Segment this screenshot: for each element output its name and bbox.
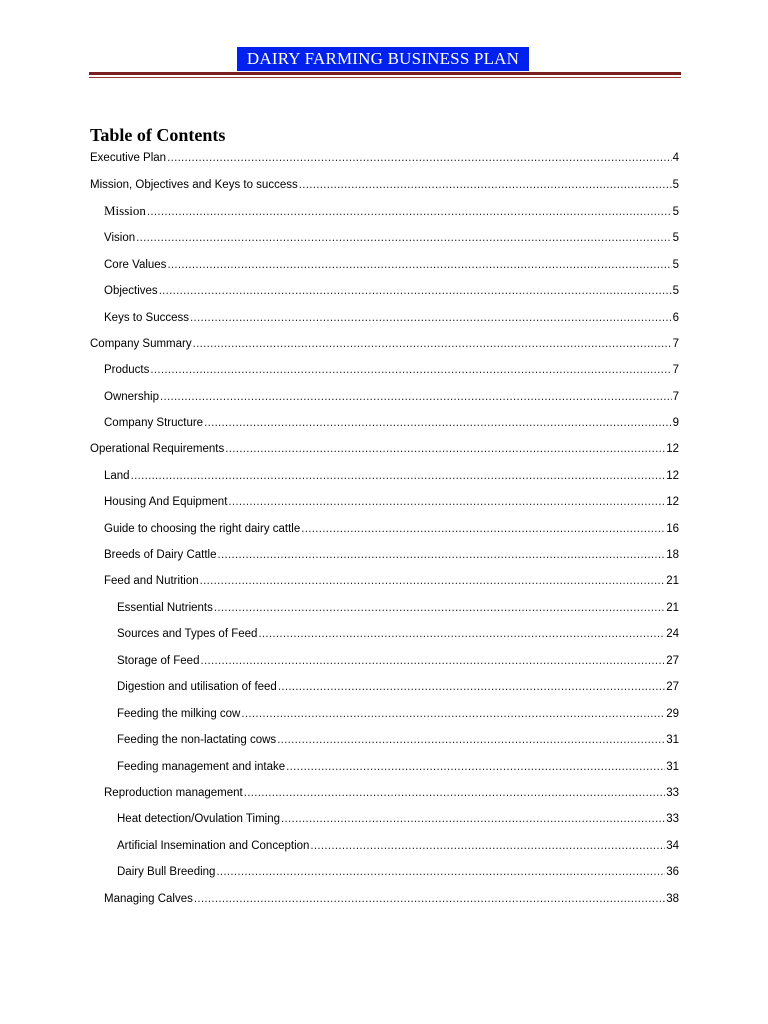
toc-entry[interactable] [117, 838, 679, 854]
toc-page-number: 33 [666, 787, 679, 799]
toc-page-number: 9 [672, 417, 679, 429]
toc-entry[interactable] [104, 415, 679, 431]
toc-entry[interactable] [104, 494, 679, 510]
toc-leader-dots [299, 177, 672, 193]
toc-entry[interactable] [104, 468, 679, 484]
toc-page-number: 7 [672, 391, 679, 403]
toc-entry-label: Ownership [104, 391, 159, 403]
toc-entry[interactable] [104, 891, 679, 907]
toc-entry-label: Artificial Insemination and Conception [117, 840, 310, 852]
toc-entry[interactable] [104, 573, 679, 589]
toc-entry[interactable] [90, 441, 679, 457]
toc-page-number: 5 [672, 285, 679, 297]
toc-leader-dots [278, 679, 665, 695]
toc-entry-label: Objectives [104, 285, 158, 297]
toc-page-number: 33 [666, 813, 679, 825]
toc-entry[interactable] [104, 257, 679, 273]
toc-entry-label: Mission, Objectives and Keys to success [90, 179, 298, 191]
toc-leader-dots [150, 362, 671, 378]
toc-entry[interactable] [117, 759, 679, 775]
toc-entry[interactable] [104, 362, 679, 378]
toc-leader-dots [277, 732, 665, 748]
toc-page-number: 6 [672, 312, 679, 324]
toc-leader-dots [204, 415, 672, 431]
toc-leader-dots [214, 600, 665, 616]
header-divider-thick [89, 72, 681, 75]
toc-leader-dots [218, 547, 666, 563]
toc-entry[interactable] [90, 177, 679, 193]
toc-page-number: 12 [666, 470, 679, 482]
toc-page-number: 5 [672, 259, 679, 271]
toc-entry[interactable] [104, 547, 679, 563]
toc-entry-label: Company Summary [90, 338, 192, 350]
toc-entry-label: Core Values [104, 259, 167, 271]
toc-entry-label: Storage of Feed [117, 655, 200, 667]
toc-entry[interactable] [117, 811, 679, 827]
toc-entry-label: Reproduction management [104, 787, 243, 799]
toc-entry-label: Company Structure [104, 417, 204, 429]
toc-entry-label: Mission [104, 203, 146, 218]
toc-leader-dots [310, 838, 665, 854]
toc-entry[interactable] [104, 283, 679, 299]
toc-page-number: 27 [666, 655, 679, 667]
toc-leader-dots [241, 706, 665, 722]
toc-page-number: 12 [666, 443, 679, 455]
toc-entry[interactable] [104, 521, 679, 537]
toc-entry[interactable] [104, 785, 679, 801]
toc-entry-label: Managing Calves [104, 893, 193, 905]
document-header-title: DAIRY FARMING BUSINESS PLAN [237, 47, 529, 71]
toc-entry-label: Feeding the non-lactating cows [117, 734, 277, 746]
toc-entry-label: Dairy Bull Breeding [117, 866, 216, 878]
toc-leader-dots [193, 336, 672, 352]
toc-page-number: 24 [666, 628, 679, 640]
toc-entry-label: Heat detection/Ovulation Timing [117, 813, 281, 825]
toc-entry-label: Keys to Success [104, 312, 190, 324]
toc-page-number: 21 [666, 575, 679, 587]
toc-entry-label: Digestion and utilisation of feed [117, 681, 277, 693]
toc-entry[interactable] [117, 679, 679, 695]
toc-entry[interactable] [104, 310, 679, 326]
toc-leader-dots [190, 310, 672, 326]
toc-page-number: 16 [666, 523, 679, 535]
toc-entry-label: Operational Requirements [90, 443, 225, 455]
toc-entry[interactable] [90, 336, 679, 352]
toc-page-number: 12 [666, 496, 679, 508]
toc-leader-dots [286, 759, 665, 775]
toc-page-number: 27 [666, 681, 679, 693]
toc-leader-dots [160, 389, 672, 405]
toc-entry[interactable] [104, 203, 679, 219]
toc-leader-dots [225, 441, 665, 457]
toc-leader-dots [200, 573, 666, 589]
toc-entry-label: Executive Plan [90, 152, 167, 164]
toc-leader-dots [244, 785, 665, 801]
toc-page-number: 5 [672, 206, 679, 218]
toc-page-number: 7 [672, 364, 679, 376]
toc-page-number: 21 [666, 602, 679, 614]
toc-leader-dots [216, 864, 665, 880]
toc-entry[interactable] [104, 389, 679, 405]
toc-entry-label: Feeding the milking cow [117, 708, 241, 720]
toc-entry-label: Breeds of Dairy Cattle [104, 549, 217, 561]
toc-entry-label: Feed and Nutrition [104, 575, 199, 587]
toc-leader-dots [194, 891, 665, 907]
toc-page-number: 31 [666, 734, 679, 746]
toc-page-number: 7 [672, 338, 679, 350]
toc-leader-dots [281, 811, 665, 827]
toc-entry[interactable] [117, 600, 679, 616]
toc-leader-dots [228, 494, 665, 510]
header-divider-thin [89, 77, 681, 78]
toc-entry-label: Sources and Types of Feed [117, 628, 258, 640]
toc-entry[interactable] [117, 626, 679, 642]
toc-page-number: 34 [666, 840, 679, 852]
toc-entry-label: Land [104, 470, 130, 482]
toc-leader-dots [159, 283, 672, 299]
toc-entry[interactable] [117, 706, 679, 722]
toc-entry-label: Guide to choosing the right dairy cattle [104, 523, 301, 535]
toc-leader-dots [167, 257, 671, 273]
toc-entry[interactable] [117, 732, 679, 748]
toc-page-number: 5 [672, 179, 679, 191]
toc-page-number: 38 [666, 893, 679, 905]
toc-leader-dots [258, 626, 665, 642]
toc-entry[interactable] [117, 864, 679, 880]
toc-entry[interactable] [117, 653, 679, 669]
toc-heading: Table of Contents [90, 125, 226, 145]
toc-entry-label: Housing And Equipment [104, 496, 228, 508]
toc-page-number: 29 [666, 708, 679, 720]
toc-leader-dots [200, 653, 665, 669]
toc-page-number: 36 [666, 866, 679, 878]
toc-page-number: 4 [672, 152, 679, 164]
toc-page-number: 5 [672, 232, 679, 244]
toc-entry-label: Essential Nutrients [117, 602, 213, 614]
toc-entry-label: Products [104, 364, 150, 376]
toc-entry-label: Feeding management and intake [117, 761, 286, 773]
toc-entry[interactable] [104, 230, 679, 246]
toc-leader-dots [301, 521, 665, 537]
toc-page-number: 18 [666, 549, 679, 561]
toc-leader-dots [167, 150, 672, 166]
toc-leader-dots [131, 468, 666, 484]
toc-page-number: 31 [666, 761, 679, 773]
toc-leader-dots [136, 230, 671, 246]
toc-leader-dots [147, 204, 672, 220]
toc-entry-label: Vision [104, 232, 136, 244]
toc-entry[interactable] [90, 150, 679, 166]
